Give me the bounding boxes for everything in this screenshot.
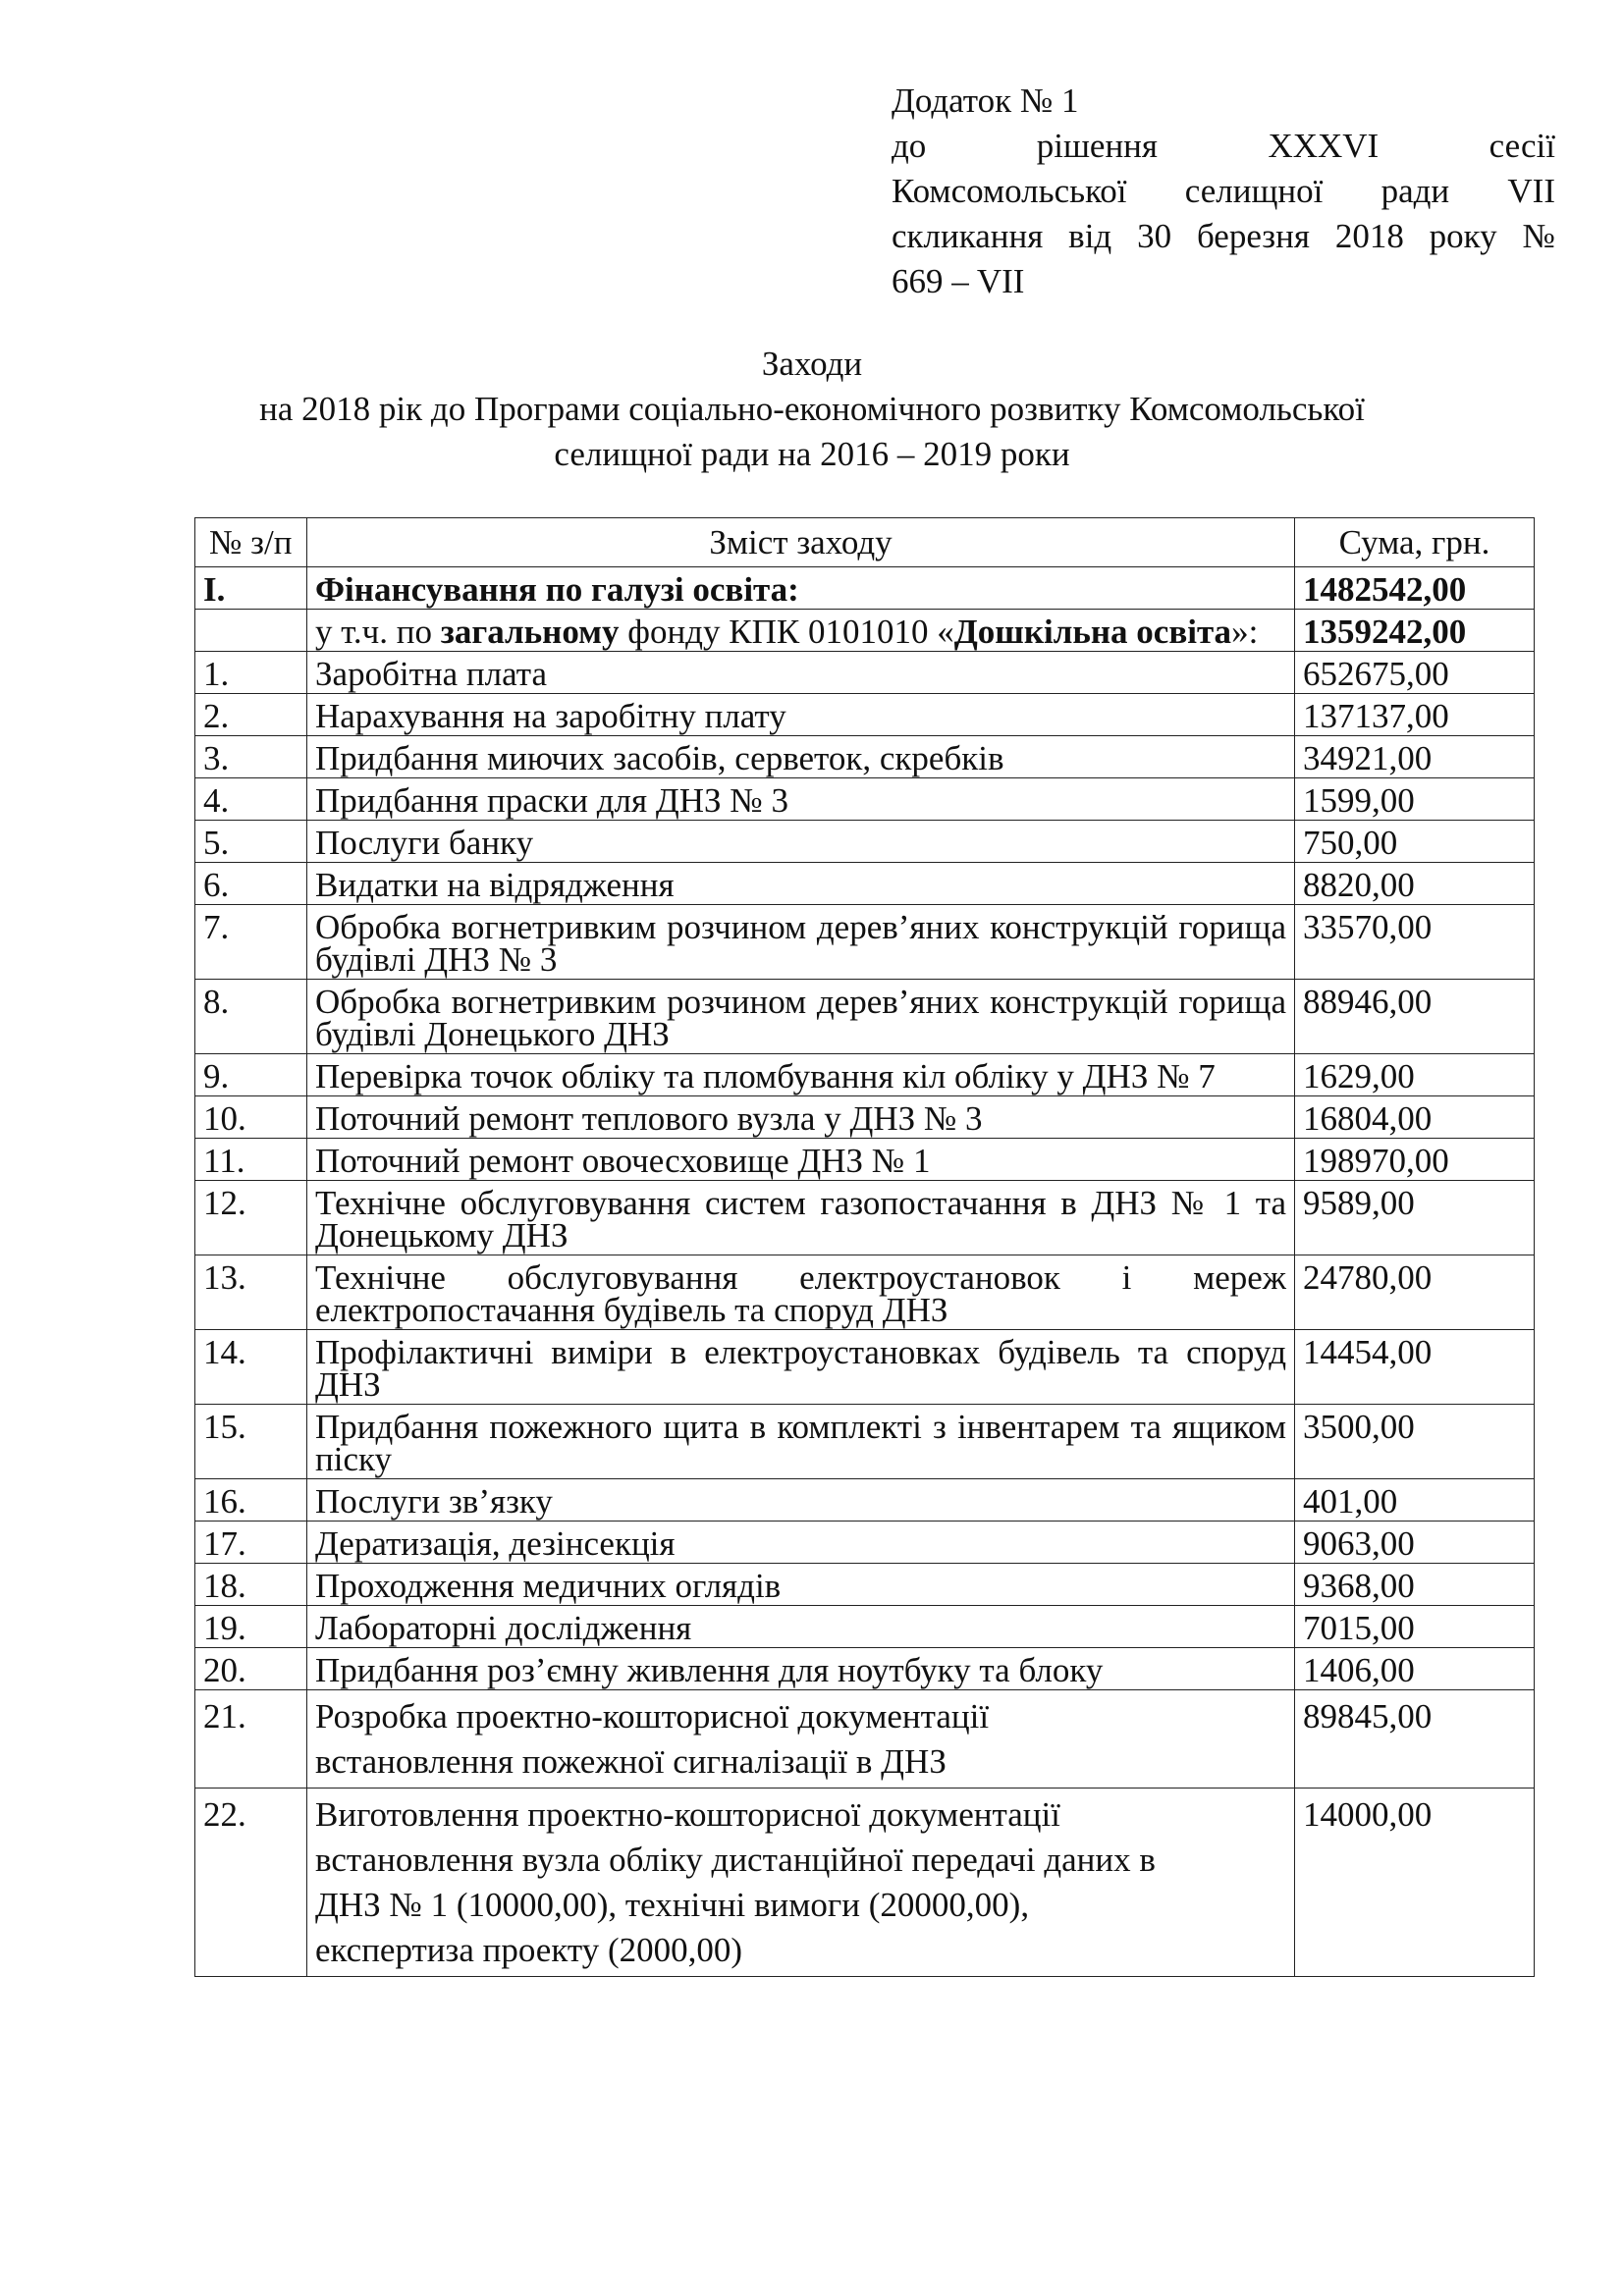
appendix-block	[892, 79, 1555, 304]
title-line-1: Заходи	[761, 345, 863, 383]
table-row	[195, 778, 1535, 821]
table-row	[195, 905, 1535, 980]
row-description: Технічне обслуговування електроустановок і мереж електропостачання будівель та споруд ДНЗ	[307, 1255, 1295, 1330]
table-row	[195, 1564, 1535, 1606]
appendix-word: 30	[1137, 217, 1172, 255]
row-number: 14.	[195, 1330, 307, 1405]
title-line-2: на 2018 рік до Програми соціально-економічного розвитку Комсомольської	[259, 390, 1365, 428]
row-description: Послуги банку	[307, 821, 1295, 863]
row-sum: 9063,00	[1295, 1522, 1535, 1564]
header-sum: Сума, грн.	[1295, 518, 1535, 567]
row-sum: 34921,00	[1295, 736, 1535, 778]
header-number: № з/п	[195, 518, 307, 567]
row-sum: 24780,00	[1295, 1255, 1535, 1330]
row-sum: 198970,00	[1295, 1139, 1535, 1181]
table-row	[195, 821, 1535, 863]
appendix-word: скликання	[892, 217, 1044, 255]
row-sum: 88946,00	[1295, 980, 1535, 1054]
appendix-word: від	[1068, 217, 1112, 255]
row-sum: 1599,00	[1295, 778, 1535, 821]
row-number: 22.	[195, 1789, 307, 1977]
section-number: I.	[195, 567, 307, 610]
section-title: Фінансування по галузі освіта:	[307, 567, 1295, 610]
appendix-word: селищної	[1184, 172, 1324, 210]
row-description: Поточний ремонт теплового вузла у ДНЗ № 3	[307, 1096, 1295, 1139]
subsection-row	[195, 610, 1535, 652]
header-description: Зміст заходу	[307, 518, 1295, 567]
subsection-sum-value: 1359242,00	[1303, 613, 1467, 651]
appendix-line-4	[892, 214, 1555, 259]
row-description: Придбання пожежного щита в комплекті з інвентарем та ящиком піску	[307, 1405, 1295, 1479]
table-row	[195, 1255, 1535, 1330]
row-description: Видатки на відрядження	[307, 863, 1295, 905]
row-sum: 1406,00	[1295, 1648, 1535, 1690]
row-description-line: експертиза проекту (2000,00)	[315, 1931, 743, 1969]
subsection-program-name: Дошкільна освіта	[953, 613, 1232, 651]
appendix-line-3	[892, 169, 1555, 214]
row-description: Проходження медичних оглядів	[307, 1564, 1295, 1606]
row-number: 19.	[195, 1606, 307, 1648]
row-sum: 16804,00	[1295, 1096, 1535, 1139]
row-sum: 3500,00	[1295, 1405, 1535, 1479]
table-row	[195, 736, 1535, 778]
subsection-fund: загальному	[440, 613, 620, 651]
row-description: Поточний ремонт овочесховище ДНЗ № 1	[307, 1139, 1295, 1181]
appendix-word: №	[1522, 217, 1555, 255]
appendix-word: до	[892, 127, 927, 165]
table-row	[195, 652, 1535, 694]
row-description: Перевірка точок обліку та пломбування кіл обліку у ДНЗ № 7	[307, 1054, 1295, 1096]
table-row	[195, 1054, 1535, 1096]
table-row	[195, 980, 1535, 1054]
document-title	[0, 342, 1624, 477]
row-number: 13.	[195, 1255, 307, 1330]
row-number: 7.	[195, 905, 307, 980]
row-number: 16.	[195, 1479, 307, 1522]
row-description: Профілактичні виміри в електроустановках будівель та споруд ДНЗ	[307, 1330, 1295, 1405]
row-number: 11.	[195, 1139, 307, 1181]
row-number: 17.	[195, 1522, 307, 1564]
table-row	[195, 1522, 1535, 1564]
table-row	[195, 1405, 1535, 1479]
row-description: Заробітна плата	[307, 652, 1295, 694]
appendix-word: VII	[1507, 172, 1555, 210]
row-description: Придбання роз’ємну живлення для ноутбуку та блоку	[307, 1648, 1295, 1690]
table-row	[195, 1330, 1535, 1405]
row-description: Обробка вогнетривким розчином дерев’яних конструкцій горища будівлі ДНЗ № 3	[307, 905, 1295, 980]
row-number: 15.	[195, 1405, 307, 1479]
appendix-title: Додаток № 1	[892, 81, 1079, 120]
row-number: 2.	[195, 694, 307, 736]
section-row	[195, 567, 1535, 610]
row-number: 18.	[195, 1564, 307, 1606]
subsection-sum	[1295, 610, 1535, 652]
row-description-line: встановлення вузла обліку дистанційної передачі даних в	[315, 1841, 1156, 1879]
appendix-word: сесії	[1489, 127, 1555, 165]
title-line-3: селищної ради на 2016 – 2019 роки	[554, 435, 1070, 473]
row-number: 3.	[195, 736, 307, 778]
row-description: Придбання праски для ДНЗ № 3	[307, 778, 1295, 821]
row-description: Нарахування на заробітну плату	[307, 694, 1295, 736]
appendix-word: XXXVI	[1268, 127, 1380, 165]
row-number: 20.	[195, 1648, 307, 1690]
row-description: Послуги зв’язку	[307, 1479, 1295, 1522]
row-sum: 750,00	[1295, 821, 1535, 863]
row-number: 6.	[195, 863, 307, 905]
row-description: Обробка вогнетривким розчином дерев’яних конструкцій горища будівлі Донецького ДНЗ	[307, 980, 1295, 1054]
appendix-word: 2018	[1334, 217, 1404, 255]
subsection-mid: фонду КПК 0101010 «	[619, 613, 954, 651]
table-row	[195, 1139, 1535, 1181]
row-sum: 9589,00	[1295, 1181, 1535, 1255]
row-description	[307, 1690, 1295, 1789]
table-row	[195, 863, 1535, 905]
row-description: Дератизація, дезінсекція	[307, 1522, 1295, 1564]
appendix-word: березня	[1196, 217, 1310, 255]
row-sum: 1629,00	[1295, 1054, 1535, 1096]
row-number: 1.	[195, 652, 307, 694]
row-sum: 14454,00	[1295, 1330, 1535, 1405]
appendix-line-2	[892, 124, 1555, 169]
row-number: 21.	[195, 1690, 307, 1789]
appendix-word: Комсомольської	[892, 172, 1127, 210]
subsection-suffix: »:	[1231, 613, 1259, 651]
table-header-row	[195, 518, 1535, 567]
row-description-line: Розробка проектно-кошторисної документації	[315, 1697, 990, 1735]
row-sum: 652675,00	[1295, 652, 1535, 694]
section-sum: 1482542,00	[1295, 567, 1535, 610]
row-description	[307, 1789, 1295, 1977]
appendix-word: рішення	[1036, 127, 1159, 165]
row-description-line: встановлення пожежної сигналізації в ДНЗ	[315, 1742, 947, 1781]
row-sum: 137137,00	[1295, 694, 1535, 736]
row-number: 8.	[195, 980, 307, 1054]
appendix-decision-number: 669 – VII	[892, 262, 1025, 300]
appendix-word: року	[1429, 217, 1497, 255]
subsection-number	[195, 610, 307, 652]
table-row	[195, 1181, 1535, 1255]
row-sum: 33570,00	[1295, 905, 1535, 980]
row-description-line: Виготовлення проектно-кошторисної документації	[315, 1795, 1060, 1834]
table-row	[195, 1606, 1535, 1648]
row-description: Придбання миючих засобів, серветок, скребків	[307, 736, 1295, 778]
row-description: Лабораторні дослідження	[307, 1606, 1295, 1648]
table-row	[195, 1479, 1535, 1522]
subsection-description	[307, 610, 1295, 652]
table-row	[195, 1690, 1535, 1789]
row-number: 5.	[195, 821, 307, 863]
appendix-word: ради	[1380, 172, 1450, 210]
row-sum: 14000,00	[1295, 1789, 1535, 1977]
table-row	[195, 694, 1535, 736]
row-number: 12.	[195, 1181, 307, 1255]
row-number: 9.	[195, 1054, 307, 1096]
table-row	[195, 1096, 1535, 1139]
table-row	[195, 1789, 1535, 1977]
row-description: Технічне обслуговування систем газопостачання в ДНЗ № 1 та Донецькому ДНЗ	[307, 1181, 1295, 1255]
row-sum: 7015,00	[1295, 1606, 1535, 1648]
row-number: 4.	[195, 778, 307, 821]
row-number: 10.	[195, 1096, 307, 1139]
row-sum: 9368,00	[1295, 1564, 1535, 1606]
measures-table	[194, 517, 1535, 1977]
table-row	[195, 1648, 1535, 1690]
row-sum: 401,00	[1295, 1479, 1535, 1522]
subsection-prefix: у т.ч. по	[315, 613, 441, 651]
row-sum: 8820,00	[1295, 863, 1535, 905]
row-description-line: ДНЗ № 1 (10000,00), технічні вимоги (20000,00),	[315, 1886, 1030, 1924]
row-sum: 89845,00	[1295, 1690, 1535, 1789]
